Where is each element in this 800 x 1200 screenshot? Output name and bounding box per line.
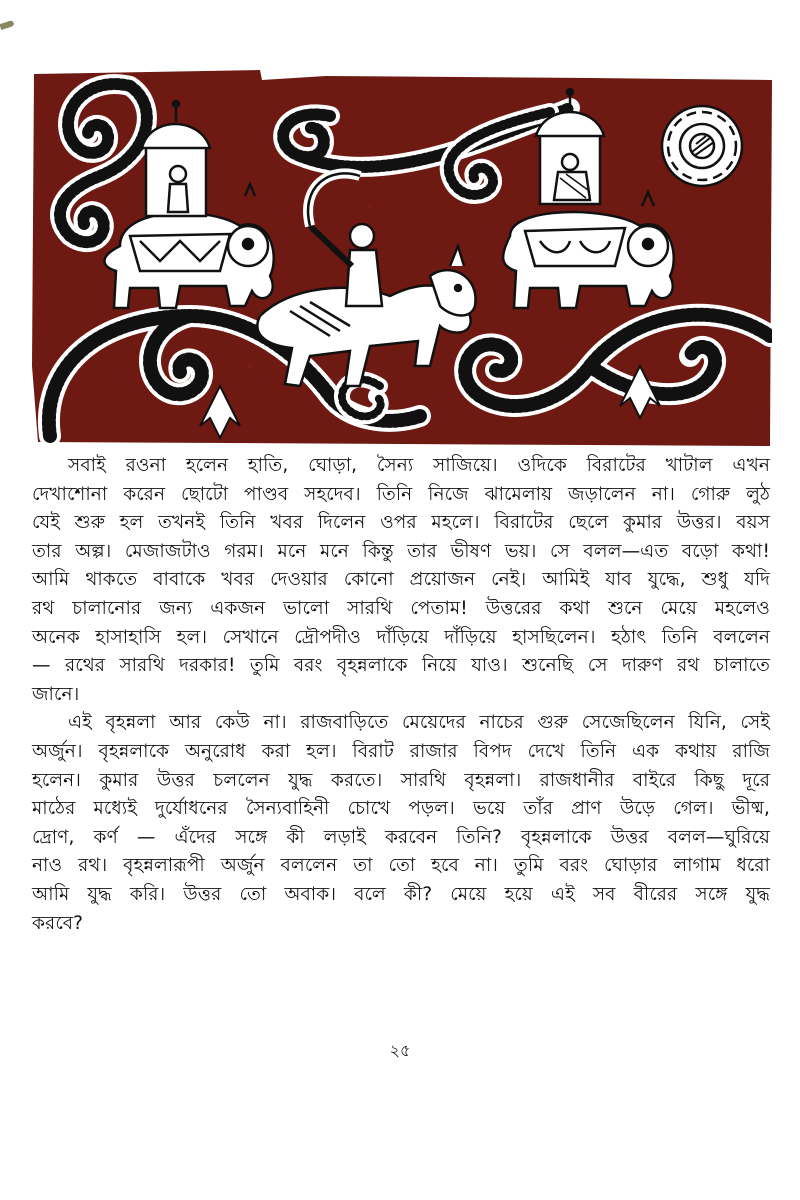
text-line: আমি থাকতে বাবাকে খবর দেওয়ার কোনো প্রয়োজন নেই। আমিই যাব যুদ্ধে, শুধু যদি	[32, 569, 770, 591]
text-line: মাঠের মধ্যেই দুর্যোধনের সৈন্যবাহিনী চোখে পড়ল। ভয়ে তাঁর প্রাণ উড়ে গেল। ভীষ্ম,	[32, 798, 770, 820]
text-line: সবাই রওনা হলেন হাতি, ঘোড়া, সৈন্য সাজিয়ে। ওদিকে বিরাটের খাটাল এখন	[68, 455, 770, 476]
text-line: আমি যুদ্ধ করি। উত্তর তো অবাক। বলে কী? মেয়ে হয়ে এই সব বীরের সঙ্গে যুদ্ধ	[32, 883, 770, 905]
text-line: তার অল্প। মেজাজটাও গরম। মনে মনে কিন্তু তার ভীষণ ভয়। সে বলল—এত বড়ো কথা!	[32, 540, 770, 562]
text-line: এই বৃহন্নলা আর কেউ না। রাজবাড়িতে মেয়েদের নাচের গুরু সেজেছিলেন যিনি, সেই	[68, 712, 770, 734]
story-text	[32, 452, 770, 938]
text-line: — রথের সারথি দরকার! তুমি বরং বৃহন্নলাকে নিয়ে যাও। শুনেছি সে দারুণ রথ চালাতে	[32, 655, 770, 677]
text-line: হলেন। কুমার উত্তর চললেন যুদ্ধ করতে। সারথি বৃহন্নলা। রাজধানীর বাইরে কিছু দূরে	[32, 769, 770, 791]
folk-art-illustration	[30, 66, 772, 446]
text-line: যেই শুরু হল তখনই তিনি খবর দিলেন ওপর মহলে। বিরাটের ছেলে কুমার উত্তর। বয়স	[32, 512, 770, 534]
text-line: জানে।	[32, 683, 80, 705]
sun-flower-icon	[662, 106, 742, 186]
illustration-elephants-and-horseman	[30, 66, 772, 446]
text-line: দ্রোণ, কর্ণ — এঁদের সঙ্গে কী লড়াই করবেন তিনি? বৃহন্নলাকে উত্তর বলল—ঘুরিয়ে	[32, 826, 770, 848]
text-line: অনেক হাসাহাসি হল। সেখানে দ্রৌপদীও দাঁড়িয়ে দাঁড়িয়ে হাসছিলেন। হঠাৎ তিনি বললেন	[32, 626, 770, 648]
text-line: নাও রথ। বৃহন্নলারূপী অর্জুন বললেন তা তো হবে না। তুমি বরং ঘোড়ার লাগাম ধরো	[32, 855, 770, 877]
text-line: রথ চালানোর জন্য একজন ভালো সারথি পেতাম! উত্তরের কথা শুনে মেয়ে মহলেও	[32, 597, 770, 619]
text-line: অর্জুন। বৃহন্নলাকে অনুরোধ করা হল। বিরাট রাজার বিপদ দেখে তিনি এক কথায় রাজি	[32, 740, 770, 762]
page-number: ২৫	[389, 1041, 411, 1060]
paragraph-2	[32, 709, 770, 938]
paragraph-1	[32, 452, 770, 709]
text-line: দেখাশোনা করেন ছোটো পাণ্ডব সহদেব। তিনি নিজে ঝামেলায় জড়ালেন না। গোরু লুঠ	[32, 483, 770, 505]
text-line: করবে?	[32, 912, 84, 934]
page-corner-mark	[0, 20, 15, 30]
